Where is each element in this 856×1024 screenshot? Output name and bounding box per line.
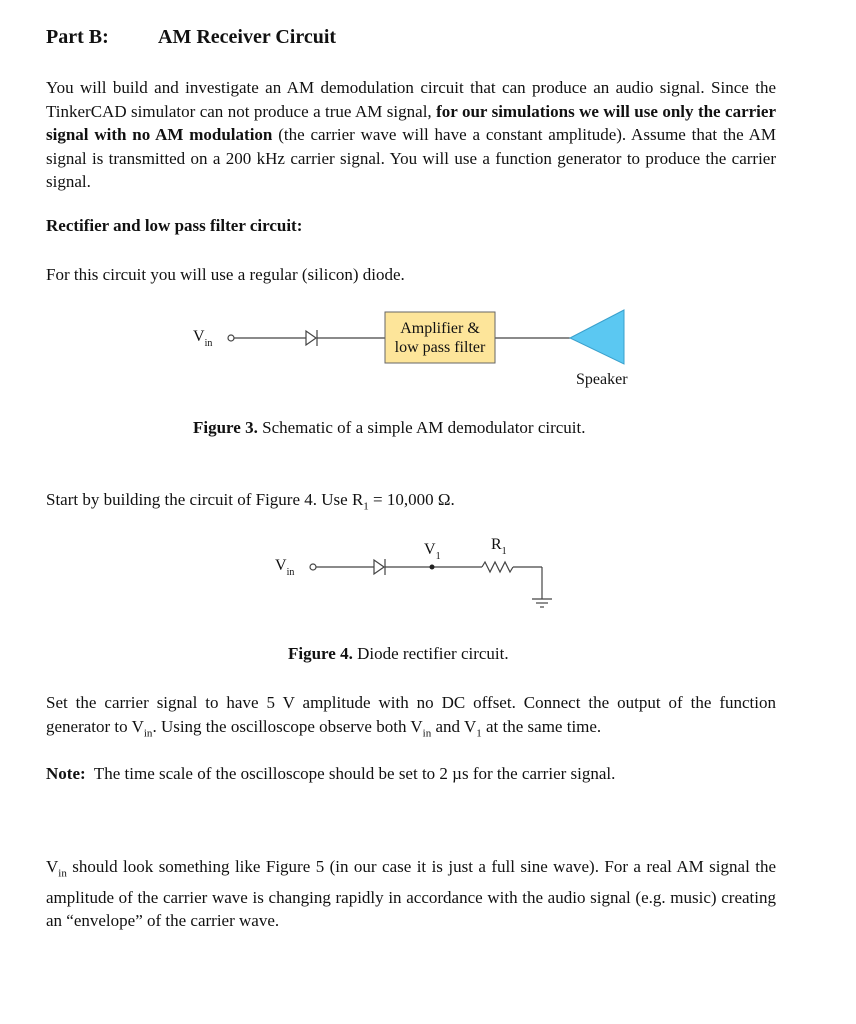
v1-node-dot	[430, 565, 435, 570]
closing-paragraph	[46, 855, 776, 933]
figure4-vin-label: $V_{in}$	[275, 557, 295, 578]
speaker-icon	[570, 310, 624, 364]
figure4-schematic	[0, 530, 856, 620]
setup-text-1: Set the carrier signal to have 5 V amplitude with no DC offset. Connect the output of the function generator to V	[46, 693, 776, 736]
amplifier-label-line1: Amplifier &	[400, 320, 480, 337]
figure3-schematic	[0, 300, 856, 400]
setup-text-4: at the same time.	[481, 716, 602, 736]
figure3-caption-text: Schematic of a simple AM demodulator circuit.	[257, 418, 586, 437]
intro-bold: for our simulations we will use only the carrier signal with no AM modulation	[46, 101, 776, 144]
figure4-diode-icon	[374, 560, 384, 574]
figure3-diode-icon	[306, 331, 316, 345]
closing-text-2: should look something like Figure 5 (in our case it is just a full sine wave). For a real AM signal the amplitude of the carrier wave is changing rapidly in accordance with the audio signal (e.g. music) creating an “envelope” of the carrier wave.	[46, 857, 776, 931]
diode-note: For this circuit you will use a regular (silicon) diode.	[46, 265, 405, 284]
figure3-input-terminal	[228, 335, 234, 341]
start-text: Start by building the circuit of Figure 4. Use R	[46, 490, 364, 509]
note-paragraph	[46, 762, 776, 786]
note-text: The time scale of the oscilloscope should be set to 2 µs for the carrier signal.	[85, 764, 616, 783]
speaker-label: Speaker	[576, 371, 628, 388]
figure4-caption-text: Diode rectifier circuit.	[352, 644, 509, 663]
amplifier-label-line2: low pass filter	[394, 339, 486, 356]
intro-paragraph	[46, 76, 776, 194]
figure3-caption-label: Figure 3.	[193, 418, 258, 437]
setup-text-3: and V	[431, 716, 477, 736]
figure4-caption-label: Figure 4.	[288, 644, 353, 663]
figure3-caption	[193, 418, 586, 438]
figure4-input-terminal	[310, 564, 316, 570]
setup-paragraph	[46, 691, 776, 745]
figure3-vin-label: $V_{in}$	[193, 328, 213, 349]
note-label: Note:	[46, 764, 86, 783]
start-value: = 10,000 Ω.	[368, 490, 455, 509]
rectifier-heading: Rectifier and low pass filter circuit:	[46, 216, 303, 235]
intro-text-1: You will build and investigate an AM demodulation circuit that can produce an audio signal. Since the TinkerCAD simulator can not produce a true AM signal,	[46, 78, 776, 121]
setup-sub-1: in	[143, 726, 153, 739]
setup-sub-3: 1	[476, 726, 482, 739]
figure4-v1-label: $V_1$	[424, 541, 441, 562]
start-instruction	[46, 488, 776, 519]
start-subscript: 1	[363, 500, 369, 513]
figure4-r1-label: $R_1$	[491, 536, 507, 557]
part-label: Part B:	[46, 26, 109, 48]
closing-sub-1: in	[58, 867, 67, 880]
section-title: AM Receiver Circuit	[158, 26, 337, 48]
setup-text-2: . Using the oscilloscope observe both V	[152, 716, 423, 736]
intro-text-2: (the carrier wave will have a constant amplitude). Assume that the AM signal is transmitted on a 200 kHz carrier signal. You will use a function generator to produce the carrier signal.	[46, 125, 776, 191]
resistor-icon	[482, 562, 513, 572]
figure4-caption	[288, 644, 509, 664]
closing-text-1: V	[46, 857, 59, 876]
setup-sub-2: in	[422, 726, 432, 739]
